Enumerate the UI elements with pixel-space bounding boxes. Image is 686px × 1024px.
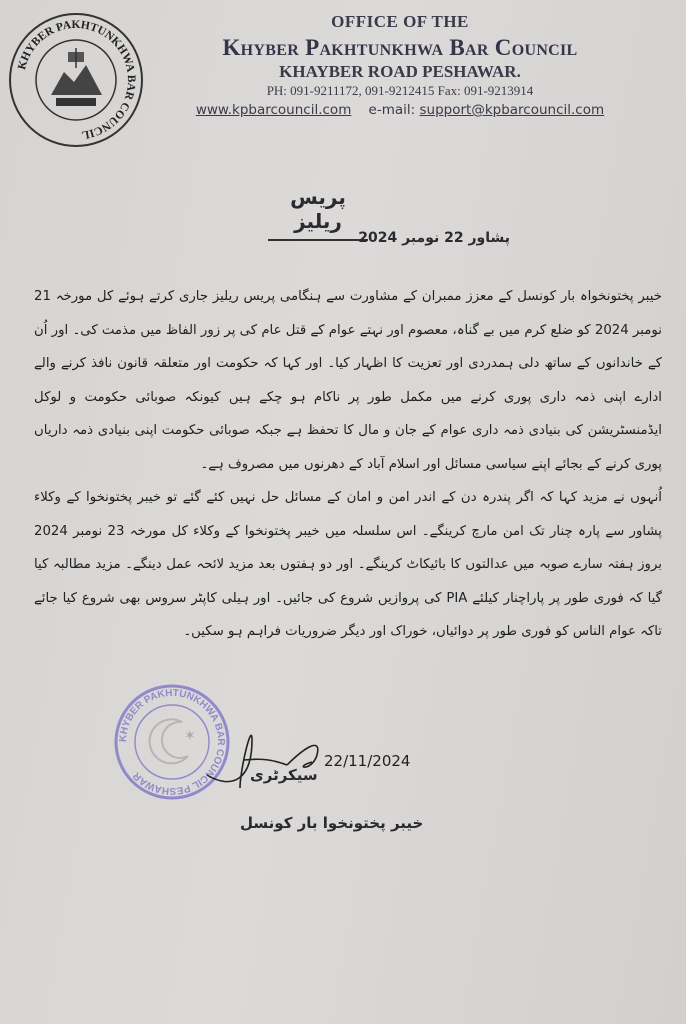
svg-text:KHYBER PAKHTUNKHWA BAR COUNCIL: KHYBER PAKHTUNKHWA BAR COUNCIL PESHAWAR — [117, 687, 227, 797]
signatory-organization: خیبر پختونخوا بار کونسل — [240, 814, 424, 832]
council-stamp — [116, 686, 228, 798]
email-label: e-mail: — [368, 102, 416, 118]
paragraph: اُنہوں نے مزید کہا کہ اگر پندرہ دن کے اندر امن و امان کے مسائل حل نہیں کئے گئے تو خیبر پختونخوا کے وکلاء پشاور سے پارہ چنار تک امن مارچ کرینگے۔ اس سلسلہ میں خیبر پختونخوا کے وکلاء کل مورخہ 23 نومبر 2024 بروز ہفتہ سارے صوبہ میں عدالتوں کا بائیکاٹ کرینگے۔ اور دو ہفتوں بعد مزید لائحہ عمل دینگے۔ مزید مطالبہ کیا گیا کہ فوری طور پر پاراچنار کیلئے PIA کی پروازیں شروع کی جائیں۔ اور ہیلی کاپٹر سروس بھی شروع کیا جائے تاکہ عوام الناس کو فوری طور پر دوائیاں، خوراک اور دیگر ضروریات فراہم ہو سکیں۔ — [34, 490, 662, 639]
bar-council-logo — [6, 10, 146, 150]
handwritten-date: 22/11/2024 — [324, 752, 411, 770]
letterhead-office-of: OFFICE OF THE — [331, 12, 469, 31]
svg-text:✶: ✶ — [184, 729, 196, 744]
letterhead-contacts — [170, 102, 630, 118]
letterhead-organization: Khyber Pakhtunkhwa Bar Council — [222, 35, 578, 60]
press-release-body — [34, 280, 662, 649]
document-date: پشاور 22 نومبر 2024 — [358, 230, 510, 246]
letterhead-phone: PH: 091-9211172, 091-9212415 Fax: 091-9213914 — [266, 83, 534, 98]
document-title: پریس ریلیز — [268, 185, 368, 241]
signatory-designation: سیکرٹری — [250, 766, 318, 784]
paragraph: خیبر پختونخواہ بار کونسل کے معزز ممبران کے مشاورت سے ہنگامی پریس ریلیز جاری کرتے ہوئے کل مورخہ 21 نومبر 2024 کو ضلع کرم میں بے گناہ، معصوم اور نہتے عوام کے قتل عام کی پر زور الفاظ میں مذمت کی۔ اور اُن کے خاندانوں کے ساتھ دلی ہمدردی اور تعزیت کا اظہار کیا۔ اور کہا کہ حکومت اور متعلقہ قانون نافذ کرنے والے ادارے اپنی ذمہ داری پوری کرنے میں مکمل طور پر ناکام ہو چکے ہیں کیونکہ صوبائی حکومت و لوکل ایڈمنسٹریشن کی بنیادی ذمہ داری عوام کے جان و مال کا تحفظ ہے جبکہ صوبائی حکومت اپنی بنیادی ذمہ داریاں پوری کرنے کے بجائے اپنے سیاسی مسائل اور اسلام آباد کے دھرنوں میں مصروف ہے۔ — [34, 289, 662, 472]
letterhead-address: KHAYBER ROAD PESHAWAR. — [279, 62, 521, 81]
email-link[interactable]: support@kpbarcouncil.com — [419, 102, 605, 118]
svg-text:KHYBER PAKHTUNKHWA BAR COUNCIL: KHYBER PAKHTUNKHWA BAR COUNCIL — [16, 18, 138, 141]
website-link[interactable]: www.kpbarcouncil.com — [195, 102, 352, 118]
